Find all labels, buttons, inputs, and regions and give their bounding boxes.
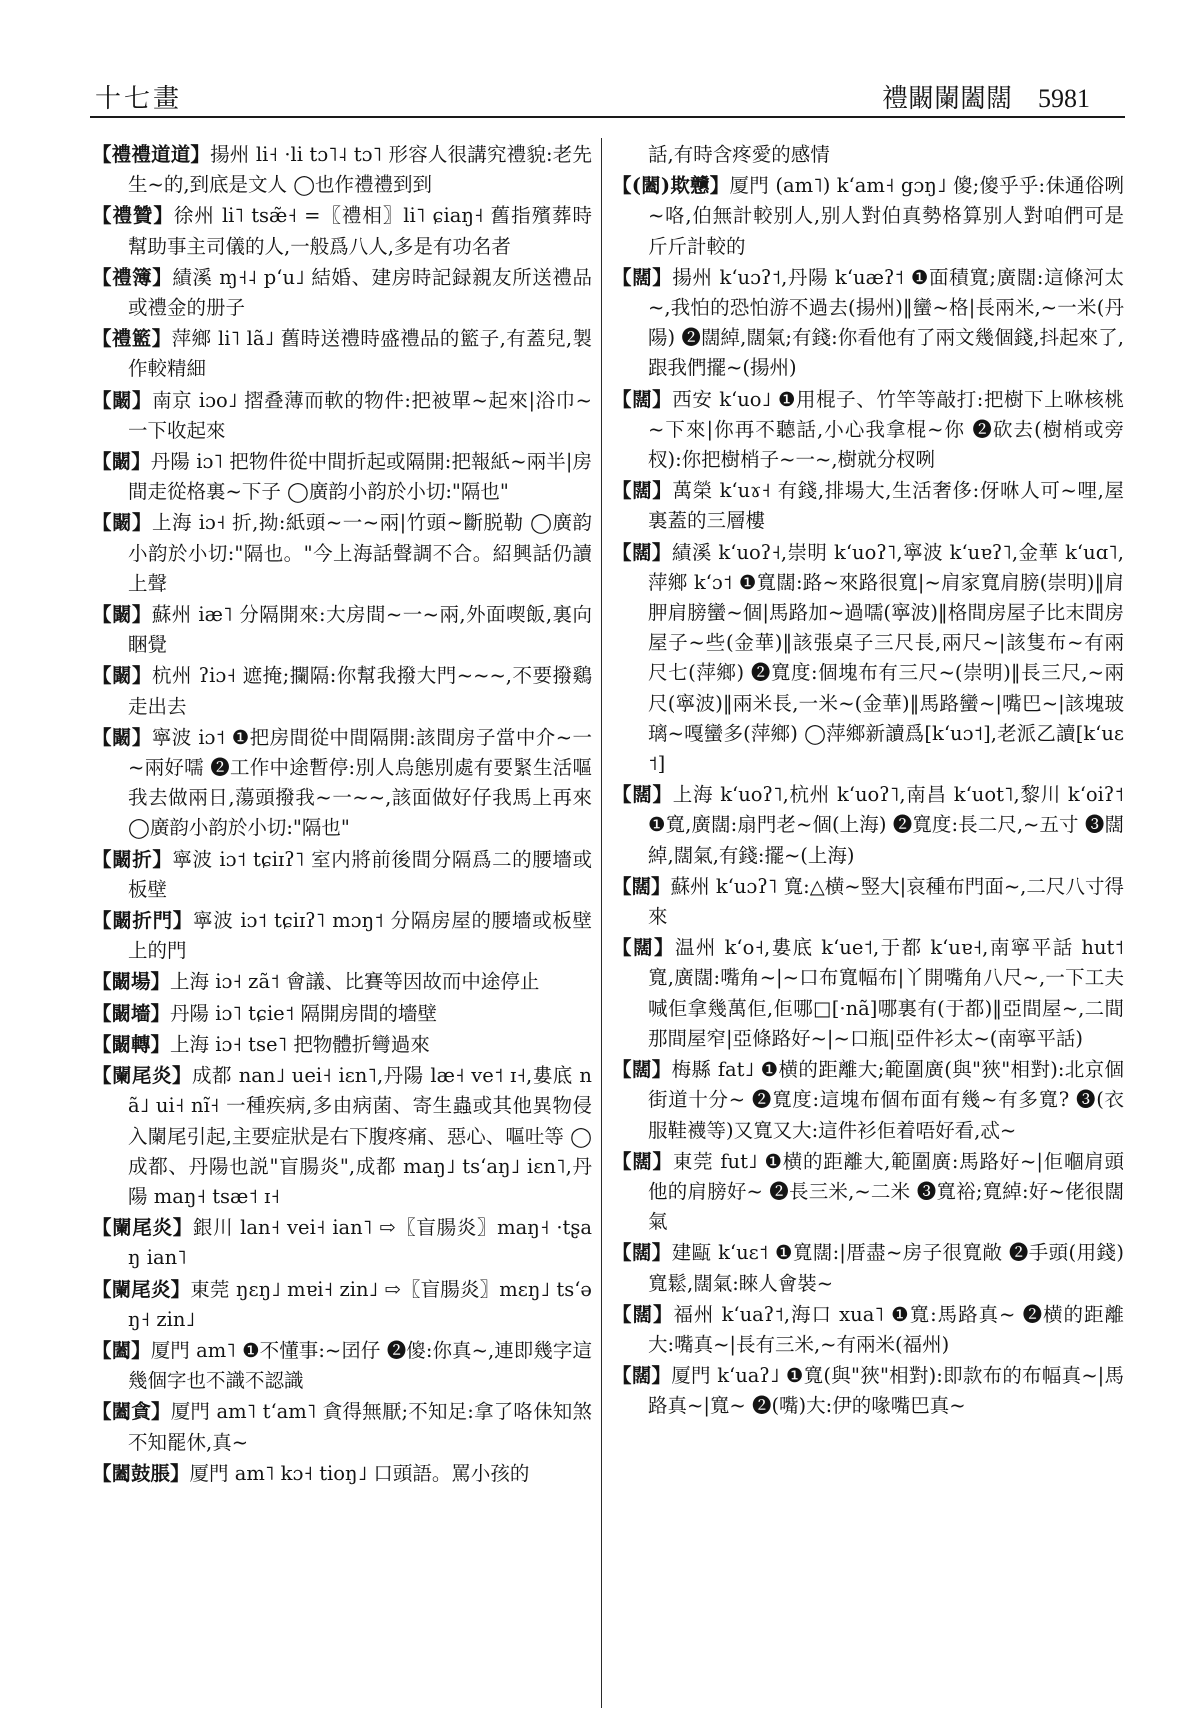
dictionary-entry <box>612 780 1124 871</box>
dictionary-entry <box>92 967 592 997</box>
entry-text: 蘇州 kʻuɔʔ˥ 寬:△横~竪大|哀種布門面~,二尺八寸得來 <box>648 874 1124 929</box>
dictionary-entry <box>612 1147 1124 1238</box>
entry-text: 績溪 ɱ˧˨ pʻu˩ 結婚、建房時記録親友所送禮品或禮金的册子 <box>128 265 592 320</box>
entry-headword: 【闞】 <box>92 664 153 688</box>
dictionary-entry <box>92 1061 592 1212</box>
entry-text: 揚州 kʻuɔʔ˦,丹陽 kʻuæʔ˦ ❶面積寬;廣闊:這條河太~,我怕的恐怕游不過去(揚州)‖蠻~格|長兩米,~一米(丹陽) ❷闊綽,闊氣;有錢:你看他有了兩文幾個錢,抖起來了,跟我們擺~(揚州) <box>648 265 1124 380</box>
entry-headword: 【闞折】 <box>92 847 173 871</box>
entry-text: 上海 iɔ˧ zã˦ 會議、比賽等因故而中途停止 <box>170 970 540 994</box>
dictionary-entry <box>92 906 592 966</box>
entry-headword: 【禮禮道道】 <box>92 143 211 166</box>
dictionary-entry <box>92 1459 592 1489</box>
entry-text: 寧波 iɔ˦ tɕiɪʔ˥ mɔŋ˦ 分隔房屋的腰墻或板壁上的門 <box>128 909 592 963</box>
entry-headword: 【闞】 <box>92 450 151 474</box>
entry-text: 厦門 am˥ kɔ˧ tioŋ˩ 口頭語。罵小孩的 <box>189 1461 530 1485</box>
dictionary-entry <box>92 723 592 844</box>
dictionary-entry <box>92 386 592 446</box>
entry-text: 上海 iɔ˧ tse˥ 把物體折彎過來 <box>170 1032 430 1056</box>
dictionary-entry <box>612 140 1124 170</box>
entry-headword: 【闞場】 <box>92 970 171 994</box>
entry-headword: 【禮簿】 <box>92 265 173 289</box>
entry-headword: 【闊】 <box>612 1149 673 1173</box>
dictionary-entry <box>612 171 1124 262</box>
entry-text: 福州 kʻuaʔ˦,海口 xua˥ ❶寬:馬路真~ ❷横的距離大:嘴真~|長有三米,~有兩米(福州) <box>648 1302 1124 1356</box>
entry-headword: 【闊】 <box>612 783 673 807</box>
entry-headword: 【闞】 <box>92 725 152 749</box>
entry-text: 厦門 (am˥) kʻam˧ gɔŋ˩ 傻;傻乎乎:佅通俗咧~咯,伯無計較别人,别人對伯真勢格算别人對咱們可是斤斤計較的 <box>648 174 1124 258</box>
entry-headword: 【闞】 <box>92 603 152 627</box>
entry-text: 丹陽 iɔ˥ 把物件從中間折起或隔開:把報紙~兩半|房間走從格裏~下子 ◯廣韵小韵於小切:"隔也" <box>128 450 592 504</box>
entry-text: 揚州 li˧ ·li tɔ˥˨ tɔ˥ 形容人很講究禮貌:老先生~的,到底是文人 ◯也作禮禮到到 <box>128 143 592 197</box>
running-head-chars: 禮闞闌闔闊 <box>881 84 1012 114</box>
page-number: 5981 <box>1038 84 1090 113</box>
entry-headword: 【禮籃】 <box>92 327 172 351</box>
entry-headword: 【闞】 <box>92 388 153 412</box>
dictionary-entry <box>92 508 592 599</box>
entry-text: 梅縣 fat˩ ❶横的距離大;範圍廣(與"狹"相對):北京個街道十分~ ❷寬度:這塊布個布面有幾~有多寬? ❸(衣服鞋襪等)又寬又大:這件衫佢着唔好看,忒~ <box>648 1058 1124 1142</box>
entry-text: 丹陽 iɔ˥ tɕie˦ 隔開房間的墻壁 <box>170 1001 438 1025</box>
entry-headword: 【闊】 <box>612 387 673 411</box>
entry-text: 厦門 kʻuaʔ˩ ❶寬(與"狹"相對):即款布的布幅真~|馬路真~|寬~ ❷(嘴)大:伊的喙嘴巴真~ <box>648 1364 1124 1418</box>
dictionary-entry <box>92 263 592 323</box>
section-title: 十七畫 <box>95 84 183 114</box>
entry-headword: 【闊】 <box>612 1302 674 1326</box>
entry-text: 西安 kʻuo˩ ❶用棍子、竹竿等敲打:把樹下上咻核桃~下來|你再不聽話,小心我拿棍~你 ❷砍去(樹梢或旁杈):你把樹梢子~一~,樹就分杈咧 <box>648 387 1124 472</box>
entry-text: 建甌 kʻuɛ˦ ❶寬闊:|厝盡~房子很寬敞 ❷手頭(用錢)寬鬆,闊氣:睞人會裝~ <box>648 1241 1124 1295</box>
right-column <box>612 140 1124 1710</box>
entry-text: 蘇州 iæ˥ 分隔開來:大房間~一~兩,外面喫飯,裏向睏覺 <box>128 603 592 657</box>
dictionary-entry <box>92 201 592 261</box>
dictionary-entry <box>92 1213 592 1273</box>
header-rule <box>90 116 1125 118</box>
entry-text: 成都 nan˩ uei˧ iɛn˥,丹陽 læ˧ ve˦ ɪ˧,婁底 nã˩ ui˧ nĩ˧ 一種疾病,多由病菌、寄生蟲或其他異物侵入闌尾引起,主要症狀是右下腹疼痛、惡心、嘔吐等 ◯成都、丹陽也説"盲腸炎",成都 maŋ˩ tsʻaŋ˩ iɛn˥,丹陽 maŋ˧ tsæ˦ ɪ˧ <box>128 1064 592 1208</box>
entry-headword: 【闞墻】 <box>92 1001 171 1025</box>
entry-headword: 【闔】 <box>92 1338 151 1362</box>
page-header <box>0 0 1200 120</box>
dictionary-entry <box>612 872 1124 932</box>
column-divider <box>601 138 602 1708</box>
entry-headword: 【闔鼓脹】 <box>92 1461 190 1485</box>
dictionary-entry <box>92 140 592 200</box>
entry-headword: 【闞轉】 <box>92 1032 171 1056</box>
entry-headword: 【闞】 <box>92 511 152 535</box>
entry-text: 寧波 iɔ˦ tɕiɪʔ˥ 室内將前後間分隔爲二的腰墻或板壁 <box>128 847 592 901</box>
entry-headword: 【闞折門】 <box>92 909 194 933</box>
dictionary-entry <box>612 538 1124 780</box>
entry-text: 南京 iɔo˩ 摺叠薄而軟的物件:把被單~起來|浴巾~一下收起來 <box>128 388 592 442</box>
dictionary-entry <box>612 385 1124 476</box>
dictionary-entry <box>612 263 1124 384</box>
entry-headword: 【闊】 <box>612 265 673 289</box>
entry-headword: 【闔貪】 <box>92 1400 171 1424</box>
entry-headword: 【闊】 <box>612 936 675 960</box>
dictionary-entry <box>92 845 592 905</box>
entry-text: 温州 kʻo˧,婁底 kʻue˦,于都 kʻuɐ˧,南寧平話 hut˦ 寬,廣闊:嘴角~|~口布寬幅布|丫開嘴角八尺~,一下工夫喊佢拿幾萬佢,佢哪□[·nã]哪裏有(于都)‖亞間屋~,二間那間屋窄|亞條路好~|~口瓶|亞件衫太~(南寧平話) <box>648 936 1124 1050</box>
entry-headword: 【禮贊】 <box>92 204 174 228</box>
entry-text: 寧波 iɔ˦ ❶把房間從中間隔開:該間房子當中介~一~兩好嚅 ❷工作中途暫停:別人烏態別處有要緊生活嘔我去做兩日,蕩頭撥我~一~~,該面做好仔我馬上再來 ◯廣韵小韵於小切:"隔也" <box>128 725 592 840</box>
entry-headword: 【闌尾炎】 <box>92 1216 193 1240</box>
entry-text: 東莞 fut˩ ❶横的距離大,範圍廣:馬路好~|佢嗰肩頭他的肩膀好~ ❷長三米,~二米 ❸寬裕;寬綽:好~佬很闊氣 <box>648 1149 1124 1234</box>
dictionary-entry <box>612 1238 1124 1298</box>
left-column <box>92 140 592 1710</box>
dictionary-entry <box>92 1030 592 1060</box>
entry-text: 績溪 kʻuoʔ˧,崇明 kʻuoʔ˥,寧波 kʻuɐʔ˥,金華 kʻuɑ˥,萍鄉 kʻɔ˦ ❶寬闊:路~來路很寬|~肩家寬肩膀(崇明)‖肩胛肩膀蠻~個|馬路加~過嚅(寧波)‖格間房屋子比末間房屋子~些(金華)‖該張桌子三尺長,兩尺~|該隻布~有兩尺七(萍鄉) ❷寬度:個塊布有三尺~(崇明)‖長三尺,~兩尺(寧波)‖兩米長,一米~(金華)‖馬路蠻~|嘴巴~|該塊玻璃~嘎蠻多(萍鄉) ◯萍鄉新讀爲[kʻuɔ˦],老派乙讀[kʻuɛ˦] <box>648 540 1124 776</box>
entry-text: 厦門 am˥ tʻam˥ 貪得無厭;不知足:拿了咯佅知煞不知罷休,真~ <box>128 1400 592 1454</box>
entry-headword: 【闊】 <box>612 1058 672 1082</box>
dictionary-entry <box>612 476 1124 536</box>
dictionary-entry <box>92 1336 592 1396</box>
dictionary-entry <box>92 1397 592 1457</box>
entry-headword: 【闌尾炎】 <box>92 1064 193 1088</box>
entry-text: 萍鄉 li˥ lã˩ 舊時送禮時盛禮品的籃子,有蓋兒,製作較精細 <box>128 327 592 381</box>
dictionary-entry <box>612 1300 1124 1360</box>
entry-headword: 【(闔)欺戇】 <box>612 174 730 198</box>
dictionary-entry <box>92 600 592 660</box>
running-head <box>882 78 1090 115</box>
entry-text: 東莞 ŋɛŋ˩ mɐi˧ zin˩ ⇨〖盲腸炎〗mɛŋ˩ tsʻəŋ˧ zin˩ <box>128 1277 592 1331</box>
entry-headword: 【闊】 <box>612 874 671 898</box>
dictionary-entry <box>92 999 592 1029</box>
entry-text: 厦門 am˥ ❶不懂事:~囝仔 ❷傻:你真~,連即幾字這幾個字也不識不認識 <box>128 1338 592 1393</box>
entry-headword: 【闊】 <box>612 1241 672 1265</box>
dictionary-entry <box>92 447 592 507</box>
entry-text: 萬榮 kʻuɤ˧ 有錢,排場大,生活奢侈:伢咻人可~哩,屋裏蓋的三層樓 <box>648 479 1124 533</box>
dictionary-entry <box>92 1275 592 1335</box>
dictionary-entry <box>92 324 592 384</box>
entry-text: 銀川 lan˧ vei˧ ian˥ ⇨〖盲腸炎〗maŋ˧ ·tʂaŋ ian˥ <box>128 1216 592 1270</box>
dictionary-entry <box>612 1361 1124 1421</box>
dictionary-entry <box>612 933 1124 1054</box>
entry-headword: 【闌尾炎】 <box>92 1277 191 1301</box>
dictionary-entry <box>612 1055 1124 1146</box>
entry-text: 話,有時含疼愛的感情 <box>648 143 830 166</box>
entry-headword: 【闊】 <box>612 479 673 503</box>
dictionary-entry <box>92 661 592 721</box>
entry-headword: 【闊】 <box>612 540 672 564</box>
entry-headword: 【闊】 <box>612 1364 672 1388</box>
entry-text: 上海 iɔ˧ 折,拗:紙頭~一~兩|竹頭~斷脱勒 ◯廣韵小韵於小切:"隔也。"今上海話聲調不合。紹興話仍讀上聲 <box>128 511 592 595</box>
entry-text: 徐州 li˥ tsæ̃˧ =〖禮相〗li˥ ɕiaŋ˧ 舊指殯葬時幫助事主司儀的人,一般爲八人,多是有功名者 <box>128 204 592 258</box>
entry-text: 杭州 ʔiɔ˧ 遮掩;攔隔:你幫我撥大門~~~,不要撥鷄走出去 <box>128 664 592 718</box>
entry-text: 上海 kʻuoʔ˥,杭州 kʻuoʔ˥,南昌 kʻuot˥,黎川 kʻoiʔ˦ ❶寬,廣闊:扇門老~個(上海) ❷寬度:長二尺,~五寸 ❸闊綽,闊氣,有錢:擺~(上海) <box>648 783 1124 867</box>
